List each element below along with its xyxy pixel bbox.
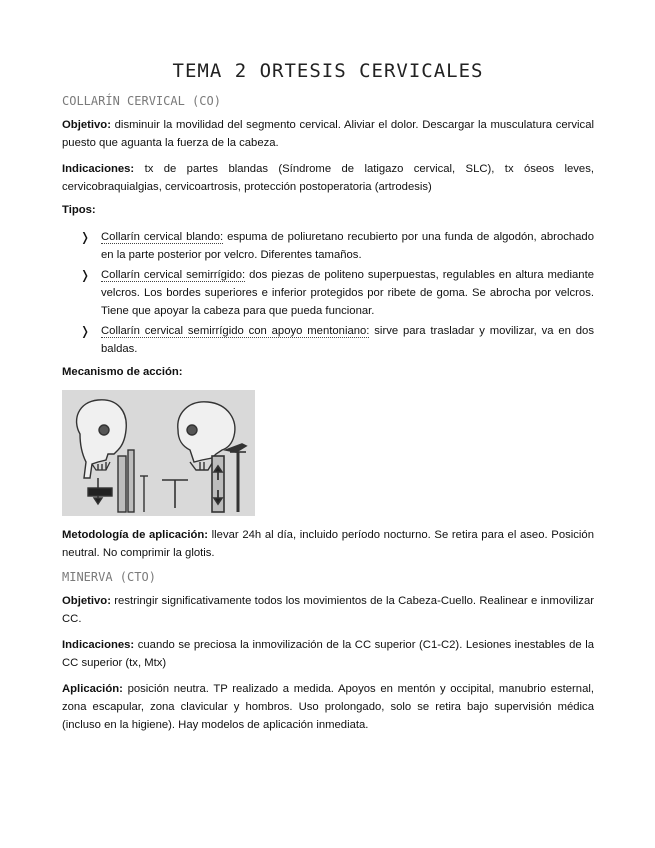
- document-title: TEMA 2 ORTESIS CERVICALES: [172, 60, 484, 82]
- section-heading-minerva: MINERVA (CTO): [62, 570, 156, 584]
- list-item: [62, 228, 594, 264]
- minerva-objetivo: [62, 592, 594, 628]
- objetivo-text: restringir significativamente todos los movimientos de la Cabeza-Cuello. Realinear e inmovilizar CC.: [62, 595, 594, 625]
- indicaciones-label: Indicaciones:: [62, 163, 135, 175]
- tipos-list: [62, 228, 594, 358]
- collarin-metodologia: [62, 526, 594, 562]
- indicaciones-text: cuando se preciosa la inmovilización de la CC superior (C1-C2). Lesiones inestables de la CC superior (tx, Mtx): [62, 639, 594, 669]
- objetivo-text: disminuir la movilidad del segmento cervical. Aliviar el dolor. Descargar la musculatura cervical puesto que aguanta la fuerza de la cabeza.: [62, 119, 594, 149]
- aplicacion-label: Aplicación:: [62, 683, 123, 695]
- collarin-objetivo: [62, 116, 594, 152]
- objetivo-label: Objetivo:: [62, 595, 111, 607]
- bullet-icon: ❭: [80, 230, 91, 244]
- metodologia-text: llevar 24h al día, incluido período nocturno. Se retira para el aseo. Posición neutral. No comprimir la glotis.: [62, 529, 594, 559]
- mecanismo-label: Mecanismo de acción:: [62, 366, 183, 378]
- metodologia-label: Metodología de aplicación:: [62, 529, 209, 541]
- bullet-icon: ❭: [80, 268, 91, 282]
- section-heading-collarin: COLLARÍN CERVICAL (CO): [62, 94, 221, 108]
- objetivo-label: Objetivo:: [62, 119, 111, 131]
- list-item: [62, 322, 594, 358]
- indicaciones-label: Indicaciones:: [62, 639, 135, 651]
- tipo-text: sirve para trasladar y movilizar, va en dos baldas.: [101, 325, 594, 355]
- collarin-indicaciones: [62, 160, 594, 196]
- tipo-text: dos piezas de politeno superpuestas, regulables en altura mediante velcros. Los bordes superiores e inferior protegidos por ribete de goma. Se abrocha por velcros. Tiene que apoyar la cabeza para que pueda funcionar.: [101, 269, 594, 317]
- minerva-aplicacion: [62, 680, 594, 734]
- tipo-text: espuma de poliuretano recubierto por una funda de algodón, abrochado en la parte posterior por velcro. Diferentes tamaños.: [101, 231, 595, 261]
- aplicacion-text: posición neutra. TP realizado a medida. Apoyos en mentón y occipital, manubrio esternal, zona escapular, zona clavicular y hombros. Uso prolongado, solo se retira bajo supervisión médica (incluso en la higiene). Hay modelos de aplicación inmediata.: [62, 683, 594, 731]
- tipos-label: Tipos:: [62, 204, 96, 216]
- bullet-icon: ❭: [80, 324, 91, 338]
- document-page: [62, 60, 594, 742]
- minerva-indicaciones: [62, 636, 594, 672]
- tipo-term: Collarín cervical blando:: [101, 231, 224, 243]
- list-item: [62, 266, 594, 320]
- cervical-collar-illustration: [62, 390, 255, 516]
- tipo-term: Collarín cervical semirrígido con apoyo mentoniano:: [101, 325, 370, 337]
- indicaciones-text: tx de partes blandas (Síndrome de latigazo cervical, SLC), tx óseos leves, cervicobraquialgias, cervicoartrosis, protección postoperatoria (artrodesis): [62, 163, 594, 193]
- tipo-term: Collarín cervical semirrígido:: [101, 269, 246, 281]
